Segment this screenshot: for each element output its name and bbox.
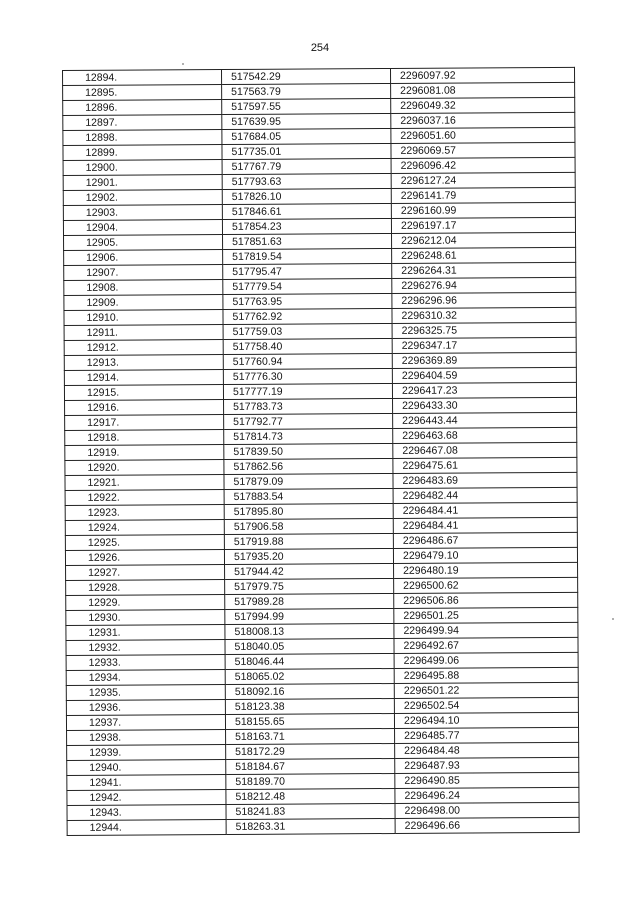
y-coordinate-cell: 2296049.32 (391, 97, 575, 113)
y-coordinate-cell: 2296463.68 (393, 427, 577, 443)
y-coordinate-cell: 2296484.41 (393, 502, 577, 518)
x-coordinate-cell: 517862.56 (224, 458, 393, 474)
y-coordinate-cell: 2296494.10 (394, 712, 578, 728)
y-coordinate-cell: 2296404.59 (392, 367, 576, 383)
x-coordinate-cell: 518163.71 (226, 728, 395, 744)
x-coordinate-cell: 517792.77 (224, 413, 393, 429)
point-number-cell: 12942. (67, 790, 226, 806)
y-coordinate-cell: 2296296.96 (392, 292, 576, 308)
y-coordinate-cell: 2296501.25 (394, 607, 578, 623)
y-coordinate-cell: 2296096.42 (391, 157, 575, 173)
x-coordinate-cell: 517767.79 (222, 158, 391, 174)
y-coordinate-cell: 2296347.17 (392, 337, 576, 353)
point-number-cell: 12898. (63, 130, 222, 146)
point-number-cell: 12941. (67, 775, 226, 791)
y-coordinate-cell: 2296492.67 (394, 637, 578, 653)
scan-speck (182, 63, 184, 65)
x-coordinate-cell: 517777.19 (223, 383, 392, 399)
y-coordinate-cell: 2296069.57 (391, 142, 575, 158)
x-coordinate-cell: 518065.02 (225, 668, 394, 684)
x-coordinate-cell: 518172.29 (226, 743, 395, 759)
y-coordinate-cell: 2296506.86 (394, 592, 578, 608)
x-coordinate-cell: 517944.42 (225, 563, 394, 579)
point-number-cell: 12924. (65, 520, 224, 536)
point-number-cell: 12895. (63, 85, 222, 101)
point-number-cell: 12913. (64, 355, 223, 371)
point-number-cell: 12931. (66, 625, 225, 641)
x-coordinate-cell: 517758.40 (223, 338, 392, 354)
y-coordinate-cell: 2296499.06 (394, 652, 578, 668)
y-coordinate-cell: 2296081.08 (391, 82, 575, 98)
x-coordinate-cell: 517814.73 (224, 428, 393, 444)
point-number-cell: 12939. (67, 745, 226, 761)
y-coordinate-cell: 2296141.79 (391, 187, 575, 203)
x-coordinate-cell: 517854.23 (222, 218, 391, 234)
x-coordinate-cell: 517776.30 (223, 368, 392, 384)
x-coordinate-cell: 517762.92 (223, 308, 392, 324)
coordinates-table-wrapper (62, 67, 579, 836)
x-coordinate-cell: 517684.05 (222, 128, 391, 144)
x-coordinate-cell: 517994.99 (225, 608, 394, 624)
y-coordinate-cell: 2296475.61 (393, 457, 577, 473)
point-number-cell: 12896. (63, 100, 222, 116)
x-coordinate-cell: 517783.73 (224, 398, 393, 414)
x-coordinate-cell: 517760.94 (223, 353, 392, 369)
y-coordinate-cell: 2296197.17 (391, 217, 575, 233)
x-coordinate-cell: 518123.38 (225, 698, 394, 714)
scan-speck (612, 618, 614, 620)
point-number-cell: 12904. (63, 220, 222, 236)
y-coordinate-cell: 2296500.62 (394, 577, 578, 593)
point-number-cell: 12936. (66, 700, 225, 716)
y-coordinate-cell: 2296248.61 (392, 247, 576, 263)
x-coordinate-cell: 518008.13 (225, 623, 394, 639)
point-number-cell: 12934. (66, 670, 225, 686)
point-number-cell: 12899. (63, 145, 222, 161)
point-number-cell: 12922. (65, 490, 224, 506)
y-coordinate-cell: 2296051.60 (391, 127, 575, 143)
x-coordinate-cell: 517935.20 (224, 548, 393, 564)
point-number-cell: 12921. (65, 475, 224, 491)
y-coordinate-cell: 2296486.67 (393, 532, 577, 548)
y-coordinate-cell: 2296325.75 (392, 322, 576, 338)
y-coordinate-cell: 2296480.19 (394, 562, 578, 578)
point-number-cell: 12943. (67, 805, 226, 821)
point-number-cell: 12901. (63, 175, 222, 191)
y-coordinate-cell: 2296127.24 (391, 172, 575, 188)
x-coordinate-cell: 518212.48 (226, 788, 395, 804)
x-coordinate-cell: 517851.63 (223, 233, 392, 249)
x-coordinate-cell: 518241.83 (226, 803, 395, 819)
y-coordinate-cell: 2296483.69 (393, 472, 577, 488)
x-coordinate-cell: 518092.16 (225, 683, 394, 699)
x-coordinate-cell: 517846.61 (222, 203, 391, 219)
point-number-cell: 12908. (64, 280, 223, 296)
y-coordinate-cell: 2296495.88 (394, 667, 578, 683)
point-number-cell: 12912. (64, 340, 223, 356)
x-coordinate-cell: 518046.44 (225, 653, 394, 669)
point-number-cell: 12900. (63, 160, 222, 176)
y-coordinate-cell: 2296496.24 (395, 787, 579, 803)
point-number-cell: 12918. (65, 430, 224, 446)
x-coordinate-cell: 518263.31 (226, 818, 395, 834)
x-coordinate-cell: 517779.54 (223, 278, 392, 294)
table-row (67, 817, 579, 835)
point-number-cell: 12925. (65, 535, 224, 551)
y-coordinate-cell: 2296502.54 (394, 697, 578, 713)
x-coordinate-cell: 517597.55 (222, 98, 391, 114)
y-coordinate-cell: 2296482.44 (393, 487, 577, 503)
point-number-cell: 12902. (63, 190, 222, 206)
point-number-cell: 12919. (65, 445, 224, 461)
point-number-cell: 12903. (63, 205, 222, 221)
x-coordinate-cell: 517793.63 (222, 173, 391, 189)
y-coordinate-cell: 2296484.48 (395, 742, 579, 758)
point-number-cell: 12897. (63, 115, 222, 131)
point-number-cell: 12932. (66, 640, 225, 656)
y-coordinate-cell: 2296501.22 (394, 682, 578, 698)
y-coordinate-cell: 2296212.04 (392, 232, 576, 248)
x-coordinate-cell: 517826.10 (222, 188, 391, 204)
x-coordinate-cell: 517979.75 (225, 578, 394, 594)
y-coordinate-cell: 2296037.16 (391, 112, 575, 128)
x-coordinate-cell: 517989.28 (225, 593, 394, 609)
coordinates-table-body (63, 67, 580, 835)
x-coordinate-cell: 517919.88 (224, 533, 393, 549)
point-number-cell: 12905. (64, 235, 223, 251)
point-number-cell: 12929. (66, 595, 225, 611)
point-number-cell: 12894. (63, 70, 222, 86)
coordinates-table (62, 67, 580, 836)
y-coordinate-cell: 2296443.44 (393, 412, 577, 428)
y-coordinate-cell: 2296496.66 (395, 817, 579, 833)
x-coordinate-cell: 518155.65 (225, 713, 394, 729)
y-coordinate-cell: 2296498.00 (395, 802, 579, 818)
y-coordinate-cell: 2296276.94 (392, 277, 576, 293)
x-coordinate-cell: 517819.54 (223, 248, 392, 264)
y-coordinate-cell: 2296160.99 (391, 202, 575, 218)
point-number-cell: 12944. (67, 820, 226, 836)
x-coordinate-cell: 517542.29 (222, 68, 391, 84)
x-coordinate-cell: 517795.47 (223, 263, 392, 279)
point-number-cell: 12928. (66, 580, 225, 596)
point-number-cell: 12927. (66, 565, 225, 581)
point-number-cell: 12926. (65, 550, 224, 566)
x-coordinate-cell: 517639.95 (222, 113, 391, 129)
y-coordinate-cell: 2296433.30 (393, 397, 577, 413)
point-number-cell: 12917. (65, 415, 224, 431)
y-coordinate-cell: 2296499.94 (394, 622, 578, 638)
x-coordinate-cell: 517879.09 (224, 473, 393, 489)
point-number-cell: 12915. (64, 385, 223, 401)
x-coordinate-cell: 517883.54 (224, 488, 393, 504)
y-coordinate-cell: 2296369.89 (392, 352, 576, 368)
x-coordinate-cell: 518184.67 (226, 758, 395, 774)
point-number-cell: 12937. (66, 715, 225, 731)
point-number-cell: 12910. (64, 310, 223, 326)
point-number-cell: 12911. (64, 325, 223, 341)
point-number-cell: 12907. (64, 265, 223, 281)
y-coordinate-cell: 2296490.85 (395, 772, 579, 788)
point-number-cell: 12940. (67, 760, 226, 776)
x-coordinate-cell: 517763.95 (223, 293, 392, 309)
point-number-cell: 12914. (64, 370, 223, 386)
y-coordinate-cell: 2296264.31 (392, 262, 576, 278)
y-coordinate-cell: 2296485.77 (395, 727, 579, 743)
point-number-cell: 12920. (65, 460, 224, 476)
y-coordinate-cell: 2296417.23 (392, 382, 576, 398)
x-coordinate-cell: 517563.79 (222, 83, 391, 99)
x-coordinate-cell: 518189.70 (226, 773, 395, 789)
point-number-cell: 12930. (66, 610, 225, 626)
y-coordinate-cell: 2296467.08 (393, 442, 577, 458)
y-coordinate-cell: 2296487.93 (395, 757, 579, 773)
x-coordinate-cell: 517895.80 (224, 503, 393, 519)
point-number-cell: 12938. (67, 730, 226, 746)
point-number-cell: 12909. (64, 295, 223, 311)
x-coordinate-cell: 517759.03 (223, 323, 392, 339)
y-coordinate-cell: 2296097.92 (390, 67, 574, 83)
point-number-cell: 12923. (65, 505, 224, 521)
y-coordinate-cell: 2296479.10 (393, 547, 577, 563)
x-coordinate-cell: 517735.01 (222, 143, 391, 159)
point-number-cell: 12933. (66, 655, 225, 671)
point-number-cell: 12906. (64, 250, 223, 266)
page-number: 254 (310, 42, 330, 54)
y-coordinate-cell: 2296484.41 (393, 517, 577, 533)
x-coordinate-cell: 518040.05 (225, 638, 394, 654)
point-number-cell: 12916. (65, 400, 224, 416)
x-coordinate-cell: 517906.58 (224, 518, 393, 534)
y-coordinate-cell: 2296310.32 (392, 307, 576, 323)
x-coordinate-cell: 517839.50 (224, 443, 393, 459)
point-number-cell: 12935. (66, 685, 225, 701)
